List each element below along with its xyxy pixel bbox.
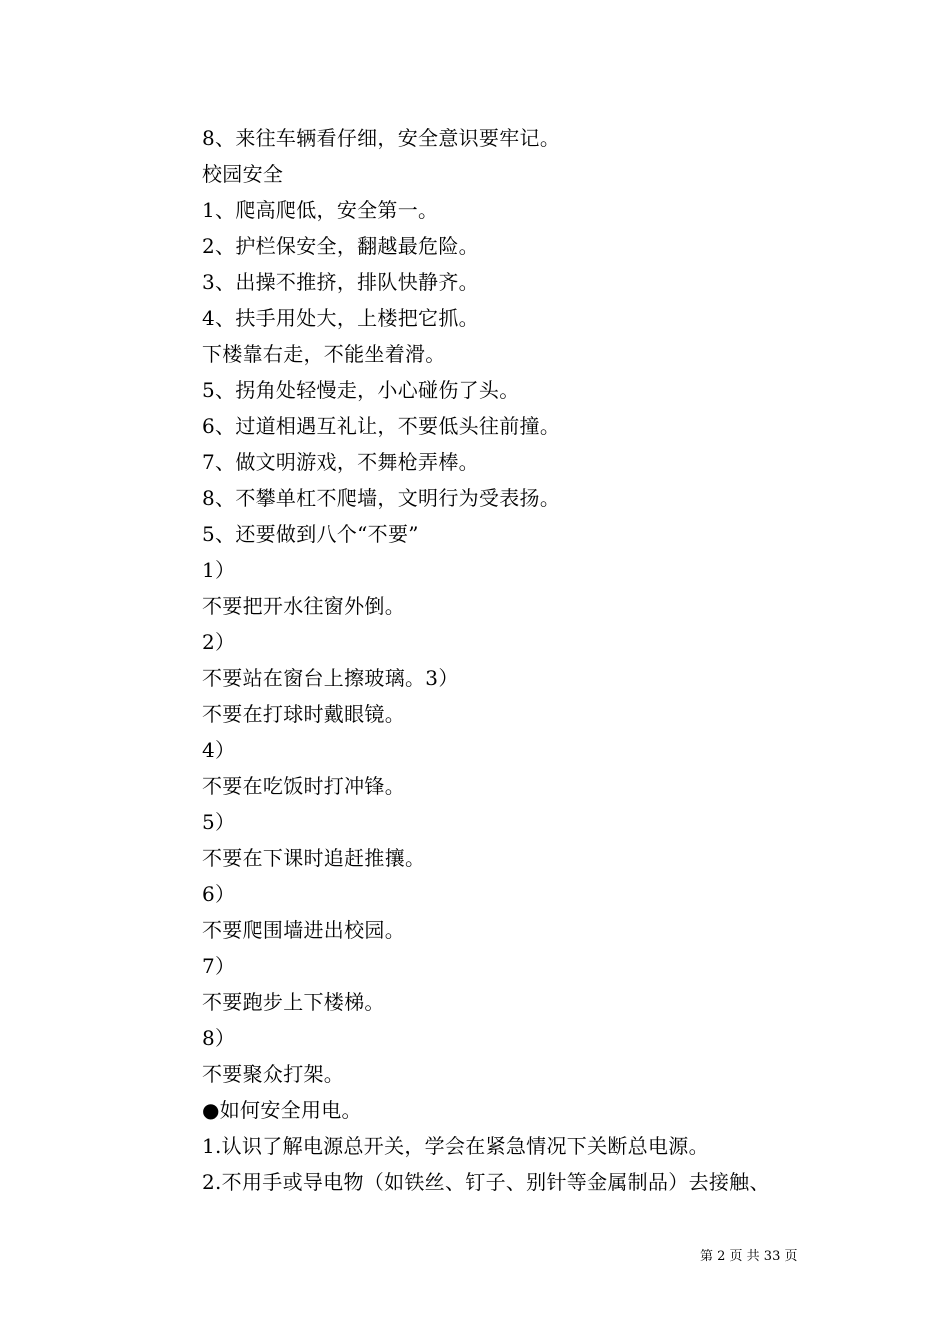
text-line: 不要跑步上下楼梯。 (202, 990, 385, 1014)
text-line: 5、拐角处轻慢走，小心碰伤了头。 (202, 378, 520, 402)
list-number: 5） (202, 810, 236, 834)
list-number: 6） (202, 882, 236, 906)
page-number-footer: 第 2 页 共 33 页 (700, 1249, 798, 1264)
section-heading: ●如何安全用电。 (202, 1098, 362, 1122)
list-number: 4） (202, 738, 236, 762)
text-line: 不要站在窗台上擦玻璃。3） (202, 666, 459, 690)
text-line: 不要在下课时追赶推攘。 (202, 846, 426, 870)
text-line: 6、过道相遇互礼让，不要低头往前撞。 (202, 414, 561, 438)
text-line: 下楼靠右走，不能坐着滑。 (202, 342, 446, 366)
text-line: 2、护栏保安全，翻越最危险。 (202, 234, 479, 258)
text-line: 不要聚众打架。 (202, 1062, 345, 1086)
document-body (202, 120, 842, 1200)
text-line: 1、爬高爬低，安全第一。 (202, 198, 439, 222)
text-line: 8、来往车辆看仔细，安全意识要牢记。 (202, 126, 561, 150)
text-line: 不要在打球时戴眼镜。 (202, 702, 405, 726)
text-line: 1.认识了解电源总开关，学会在紧急情况下关断总电源。 (202, 1134, 709, 1158)
text-line: 不要在吃饭时打冲锋。 (202, 774, 405, 798)
text-line: 3、出操不推挤，排队快静齐。 (202, 270, 479, 294)
list-number: 2） (202, 630, 236, 654)
list-number: 1） (202, 558, 236, 582)
list-number: 8） (202, 1026, 236, 1050)
text-line: 5、还要做到八个“不要” (202, 522, 419, 546)
text-line: 不要把开水往窗外倒。 (202, 594, 405, 618)
list-number: 7） (202, 954, 236, 978)
text-line: 7、做文明游戏，不舞枪弄棒。 (202, 450, 479, 474)
text-line: 8、不攀单杠不爬墙，文明行为受表扬。 (202, 486, 561, 510)
text-line: 4、扶手用处大，上楼把它抓。 (202, 306, 479, 330)
section-heading: 校园安全 (202, 162, 284, 186)
text-line: 2.不用手或导电物（如铁丝、钉子、别针等金属制品）去接触、 (202, 1170, 770, 1194)
text-line: 不要爬围墙进出校园。 (202, 918, 405, 942)
